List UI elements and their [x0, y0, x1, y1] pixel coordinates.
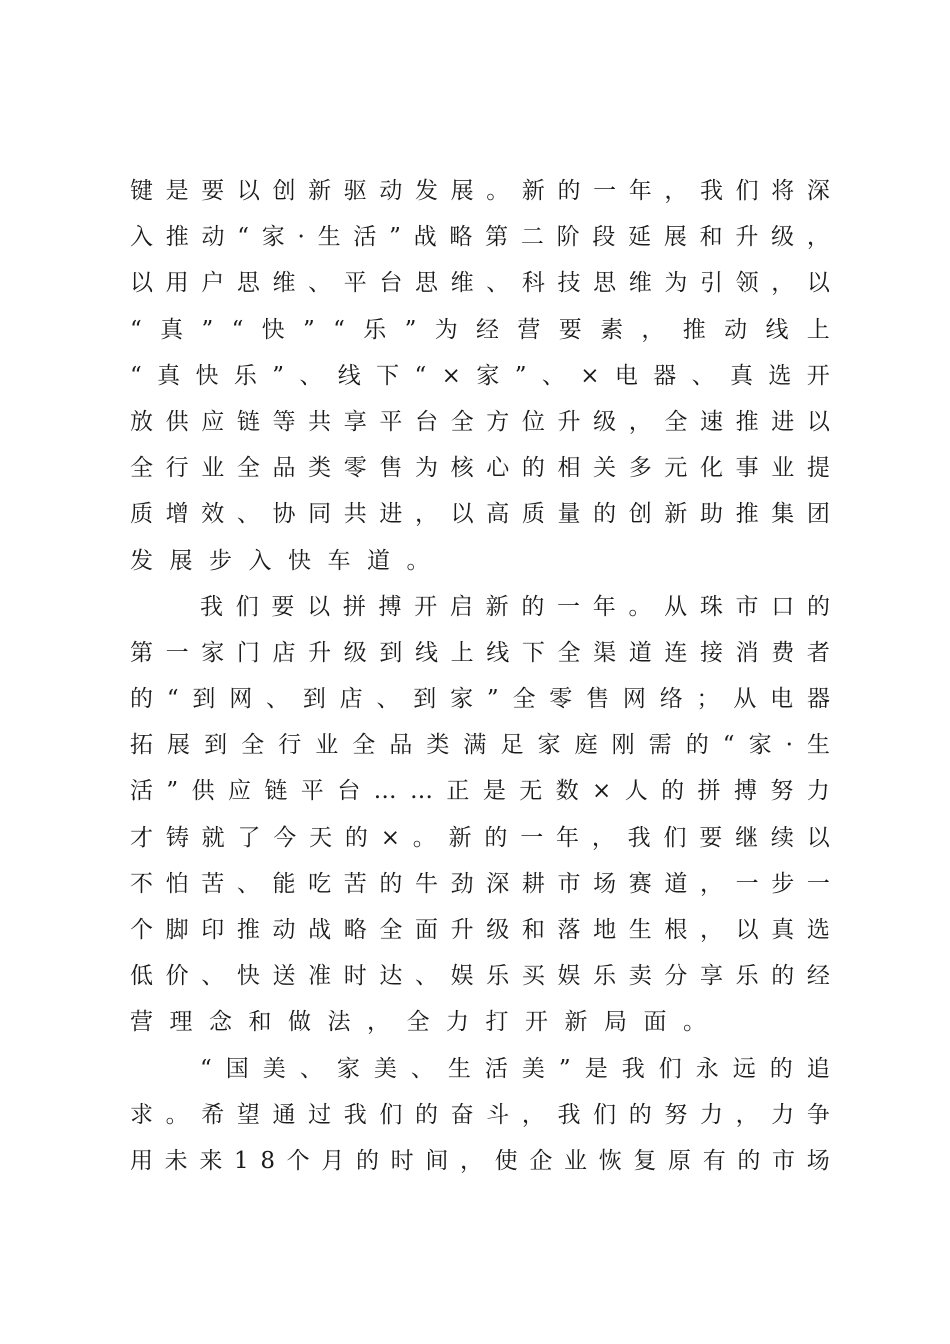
text-line: 放 供 应 链 等 共 享 平 台 全 方 位 升 级 ， 全 速 推 进 以	[130, 408, 830, 435]
text-line: “ 真 快 乐 ” 、 线 下 “ × 家 ” 、 × 电 器 、 真 选 开	[130, 362, 830, 389]
text-line: 个 脚 印 推 动 战 略 全 面 升 级 和 落 地 生 根 ， 以 真 选	[130, 917, 830, 943]
text-line: 全 行 业 全 品 类 零 售 为 核 心 的 相 关 多 元 化 事 业 提	[130, 455, 830, 482]
paragraph-last-line: 营理念和做法，全力打开新局面。	[130, 1009, 723, 1036]
body-text	[130, 168, 830, 1184]
text-line: 键 是 要 以 创 新 驱 动 发 展 。 新 的 一 年 ， 我 们 将 深	[130, 178, 830, 204]
text-line: 拓 展 到 全 行 业 全 品 类 满 足 家 庭 刚 需 的 “ 家 · 生	[130, 732, 830, 759]
text-line: 以 用 户 思 维 、 平 台 思 维 、 科 技 思 维 为 引 领 ， 以	[130, 270, 830, 297]
text-line: 的 “ 到 网 、 到 店 、 到 家 ” 全 零 售 网 络 ； 从 电 器	[130, 686, 830, 713]
text-line: 质 增 效 、 协 同 共 进 ， 以 高 质 量 的 创 新 助 推 集 团	[130, 501, 830, 528]
paragraph-first-line: 我 们 要 以 拼 搏 开 启 新 的 一 年 。 从 珠 市 口 的	[200, 593, 830, 620]
text-line: 才 铸 就 了 今 天 的 × 。 新 的 一 年 ， 我 们 要 继 续 以	[130, 824, 830, 851]
text-line: 用 未 来 1 8 个 月 的 时 间 ， 使 企 业 恢 复 原 有 的 市 场	[130, 1147, 830, 1174]
text-line: 求 。 希 望 通 过 我 们 的 奋 斗 ， 我 们 的 努 力 ， 力 争	[130, 1101, 830, 1128]
paragraph-first-line: “ 国 美 、 家 美 、 生 活 美 ” 是 我 们 永 远 的 追	[200, 1055, 830, 1082]
text-line: 活 ” 供 应 链 平 台 … … 正 是 无 数 × 人 的 拼 搏 努 力	[130, 778, 830, 805]
text-line: 第 一 家 门 店 升 级 到 线 上 线 下 全 渠 道 连 接 消 费 者	[130, 639, 830, 666]
text-line: 入 推 动 “ 家 · 生 活 ” 战 略 第 二 阶 段 延 展 和 升 级 ，	[130, 224, 830, 251]
text-line: 不 怕 苦 、 能 吃 苦 的 牛 劲 深 耕 市 场 赛 道 ， 一 步 一	[130, 870, 830, 897]
text-line: 低 价 、 快 送 准 时 达 、 娱 乐 买 娱 乐 卖 分 享 乐 的 经	[130, 963, 830, 990]
paragraph-last-line: 发展步入快车道。	[130, 547, 446, 574]
text-line: “ 真 ” “ 快 ” “ 乐 ” 为 经 营 要 素 ， 推 动 线 上	[130, 316, 830, 343]
